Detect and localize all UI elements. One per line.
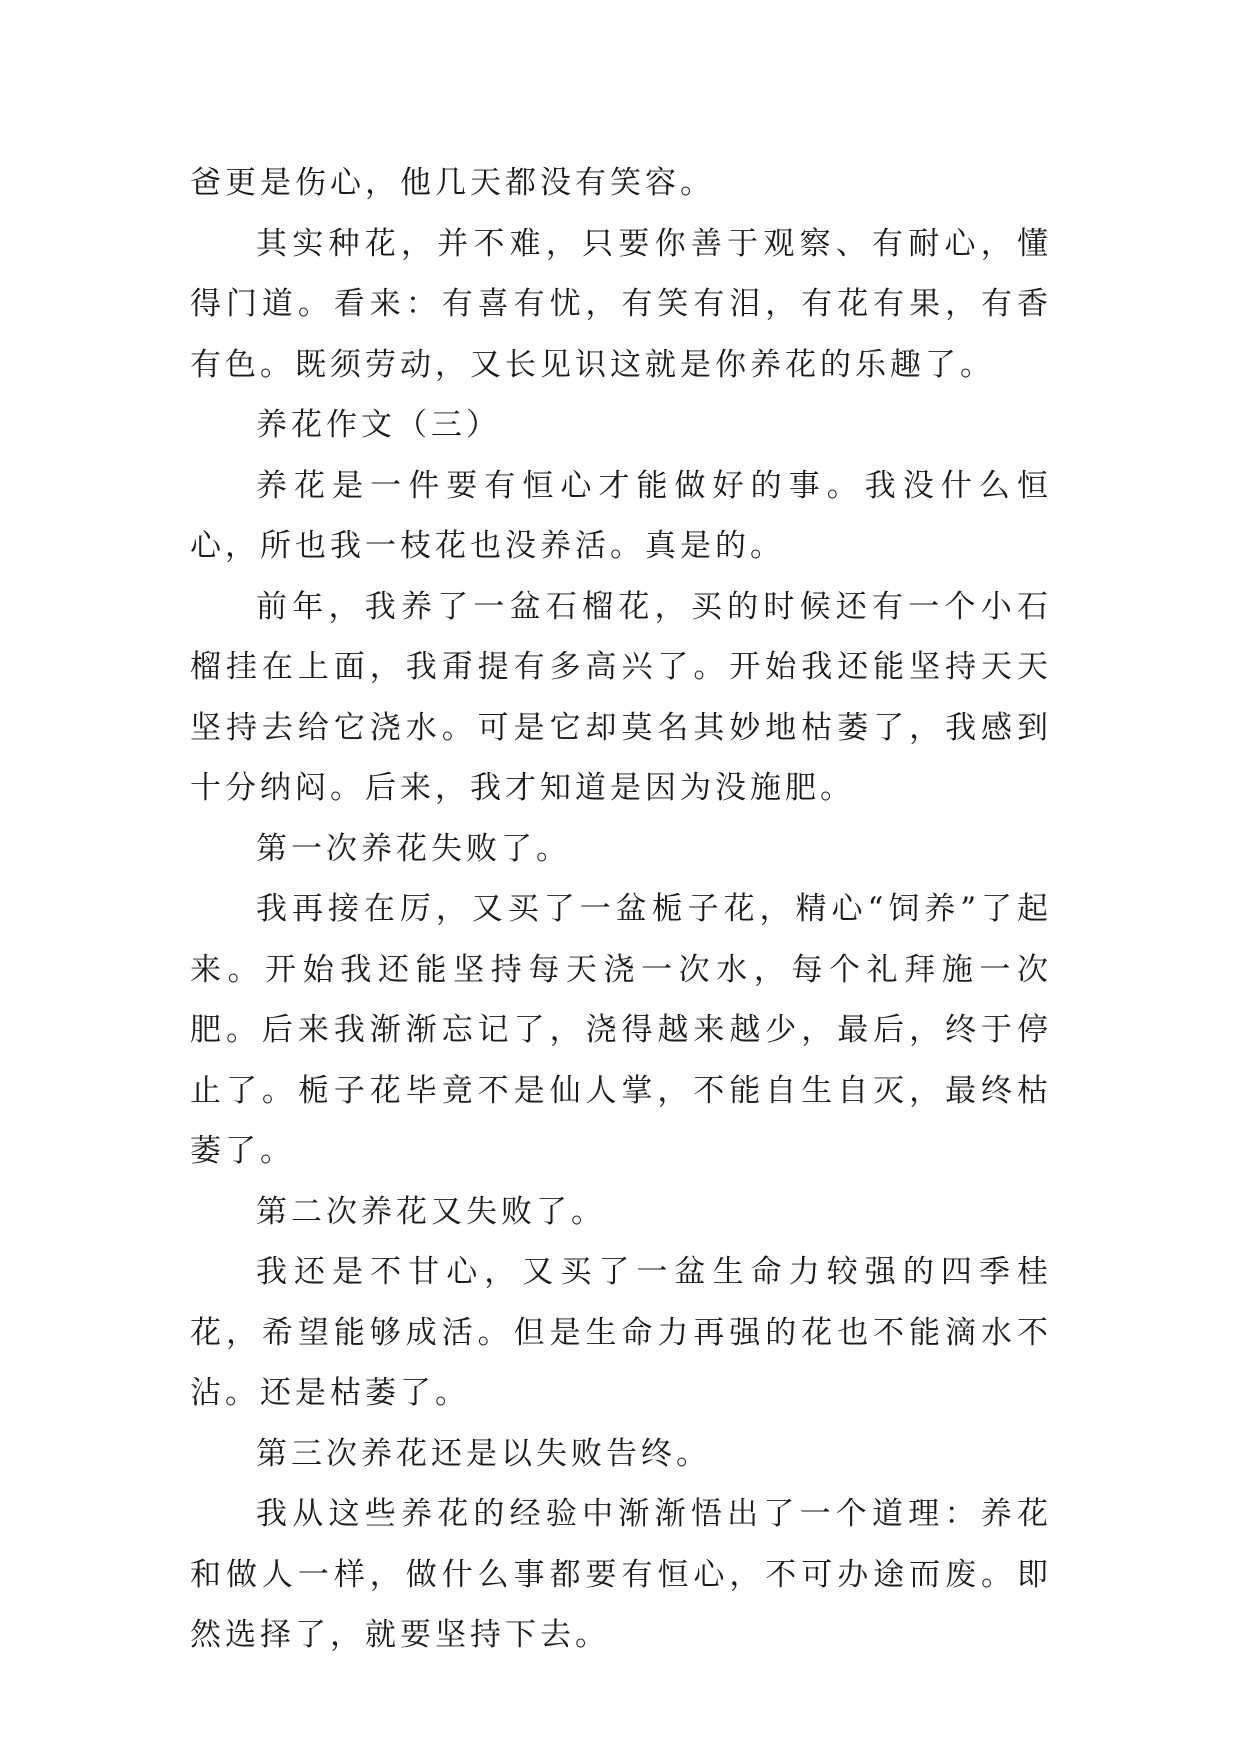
paragraph: 第二次养花又失败了。 bbox=[256, 1193, 606, 1230]
paragraph: 其实种花，并不难，只要你善于观察、有耐心，懂得门道。看来：有喜有忧，有笑有泪，有花有果，有香有色。既须劳动，又长见识这就是你养花的乐趣了。 bbox=[190, 225, 1052, 383]
document-body bbox=[190, 153, 1052, 1666]
paragraph: 第一次养花失败了。 bbox=[256, 830, 571, 867]
paragraph: 我再接在厉，又买了一盆栀子花，精心“饲养”了起来。开始我还能坚持每天浇一次水，每个礼拜施一次肥。后来我渐渐忘记了，浇得越来越少，最后，终于停止了。栀子花毕竟不是仙人掌，不能自生自灭，最终枯萎了。 bbox=[190, 891, 1052, 1169]
section-heading: 养花作文（三） bbox=[256, 407, 501, 443]
paragraph: 养花是一件要有恒心才能做好的事。我没什么恒心，所也我一枝花也没养活。真是的。 bbox=[190, 467, 1052, 564]
paragraph: 我从这些养花的经验中渐渐悟出了一个道理：养花和做人一样，做什么事都要有恒心，不可办途而废。即然选择了，就要坚持下去。 bbox=[190, 1496, 1052, 1653]
paragraph: 前年，我养了一盆石榴花，买的时候还有一个小石榴挂在上面，我甭提有多高兴了。开始我还能坚持天天坚持去给它浇水。可是它却莫名其妙地枯萎了，我感到十分纳闷。后来，我才知道是因为没施肥。 bbox=[190, 588, 1052, 806]
paragraph: 我还是不甘心，又买了一盆生命力较强的四季桂花，希望能够成活。但是生命力再强的花也不能滴水不沾。还是枯萎了。 bbox=[190, 1254, 1052, 1411]
paragraph: 第三次养花还是以失败告终。 bbox=[256, 1435, 711, 1472]
paragraph-continuation: 爸更是伤心，他几天都没有笑容。 bbox=[190, 165, 715, 201]
